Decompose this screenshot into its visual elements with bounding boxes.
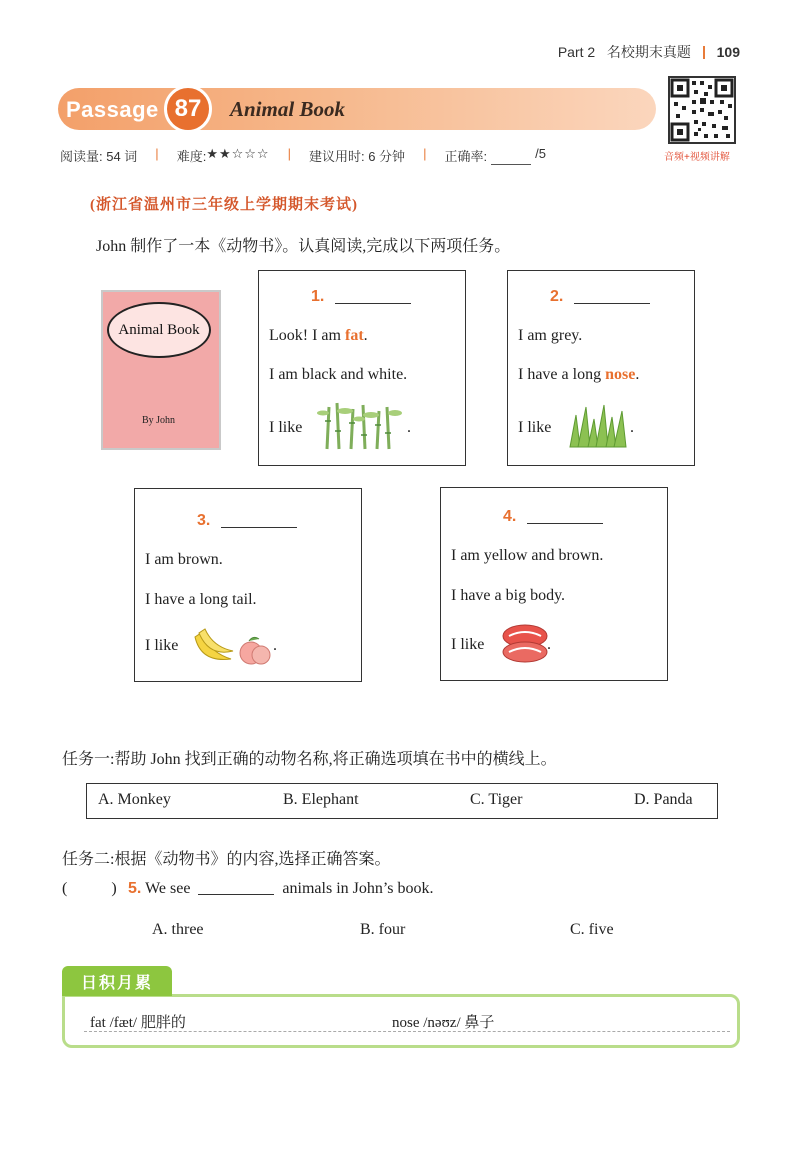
info-bar [60,146,546,165]
header-divider [703,46,705,59]
meat-icon [499,622,551,664]
question-text-before: We see [145,880,191,897]
reading-count: 阅读量: 54 词 [60,149,138,164]
highlight-word: nose [605,366,636,383]
passage-title: Animal Book [230,97,345,121]
card-text: . [363,327,368,344]
grass-icon [566,403,630,449]
card-line-2: I have a big body. [451,587,566,604]
card-text: Look! I am [269,327,345,344]
animal-card-1 [258,270,466,466]
question-5 [62,880,434,898]
passage-label: Passage [66,97,159,122]
info-divider: | [287,146,291,161]
difficulty-label: 难度: [176,149,207,164]
part-label: Part 2 [557,44,596,60]
exam-source: (浙江省温州市三年级上学期期末考试) [90,197,358,213]
accuracy-blank[interactable] [491,146,531,165]
card-line-3: I like [518,419,552,436]
vocab-item-nose: nose /nəʊz/ 鼻子 [392,1015,495,1031]
animal-card-2 [507,270,695,466]
card-line-3: I like [451,636,485,653]
highlight-word: fat [344,327,364,344]
book-author: By John [142,415,176,426]
card-line-1: I am grey. [518,327,583,344]
difficulty-stars: ★★☆☆☆ [206,146,270,161]
section-label: 名校期末真题 [606,44,691,60]
option-b[interactable]: B. Elephant [283,791,359,808]
answer-a[interactable]: A. three [152,921,204,938]
question-number: 5. [128,880,142,897]
card-line-2: I am black and white. [269,366,408,383]
answer-blank-4[interactable] [527,523,603,524]
card-text: I have a long [518,366,606,383]
info-divider: | [155,146,159,161]
vocab-item-fat: fat /fæt/ 肥胖的 [90,1015,186,1031]
answer-b[interactable]: B. four [360,921,406,938]
animal-card-3 [134,488,362,682]
card-number: 4. [503,508,517,525]
accuracy-label: 正确率: [444,149,488,164]
answer-blank-2[interactable] [574,303,650,304]
accuracy-total: /5 [535,146,546,161]
vocab-tab: 日积月累 [62,966,172,996]
qr-caption: 音频+视频讲解 [664,152,730,163]
card-line-3: I like [269,419,303,436]
card-line-1: I am yellow and brown. [451,547,604,564]
question-blank[interactable] [198,894,274,895]
animal-card-4 [440,487,668,681]
answer-paren[interactable] [62,880,124,898]
card-line-2: I have a long tail. [145,591,257,608]
qr-code-icon[interactable] [668,76,736,144]
card-line-end: . [547,636,551,653]
card-line-3: I like [145,637,179,654]
card-number: 3. [197,512,211,529]
card-text: . [635,366,640,383]
option-c[interactable]: C. Tiger [470,791,523,808]
option-d[interactable]: D. Panda [634,791,693,808]
book-title: Animal Book [107,302,211,358]
option-a[interactable]: A. Monkey [98,791,171,808]
card-line-1: I am brown. [145,551,223,568]
task-2-prompt: 任务二:根据《动物书》的内容,选择正确答案。 [62,851,391,868]
info-divider: | [423,146,427,161]
card-line-end: . [407,419,411,436]
suggested-time: 建议用时: 6 分钟 [308,149,406,164]
bamboo-icon [317,401,407,451]
page-number: 109 [716,44,740,60]
answer-blank-1[interactable] [335,303,411,304]
card-number: 2. [550,288,564,305]
paren-close: ) [111,880,117,897]
answer-blank-3[interactable] [221,527,297,528]
card-line-2 [518,366,639,384]
banana-peach-icon [191,623,275,667]
page-header [558,42,740,62]
card-line-end: . [273,637,277,654]
paren-open: ( [62,880,68,897]
answer-c[interactable]: C. five [570,921,614,938]
instruction-text: John 制作了一本《动物书》。认真阅读,完成以下两项任务。 [96,238,511,255]
card-line-1 [269,327,368,345]
question-text-after: animals in John’s book. [282,880,434,897]
card-number: 1. [311,288,325,305]
task-1-prompt: 任务一:帮助 John 找到正确的动物名称,将正确选项填在书中的横线上。 [62,751,557,768]
card-line-end: . [630,419,634,436]
options-box [86,783,718,819]
passage-number: 87 [164,85,212,133]
